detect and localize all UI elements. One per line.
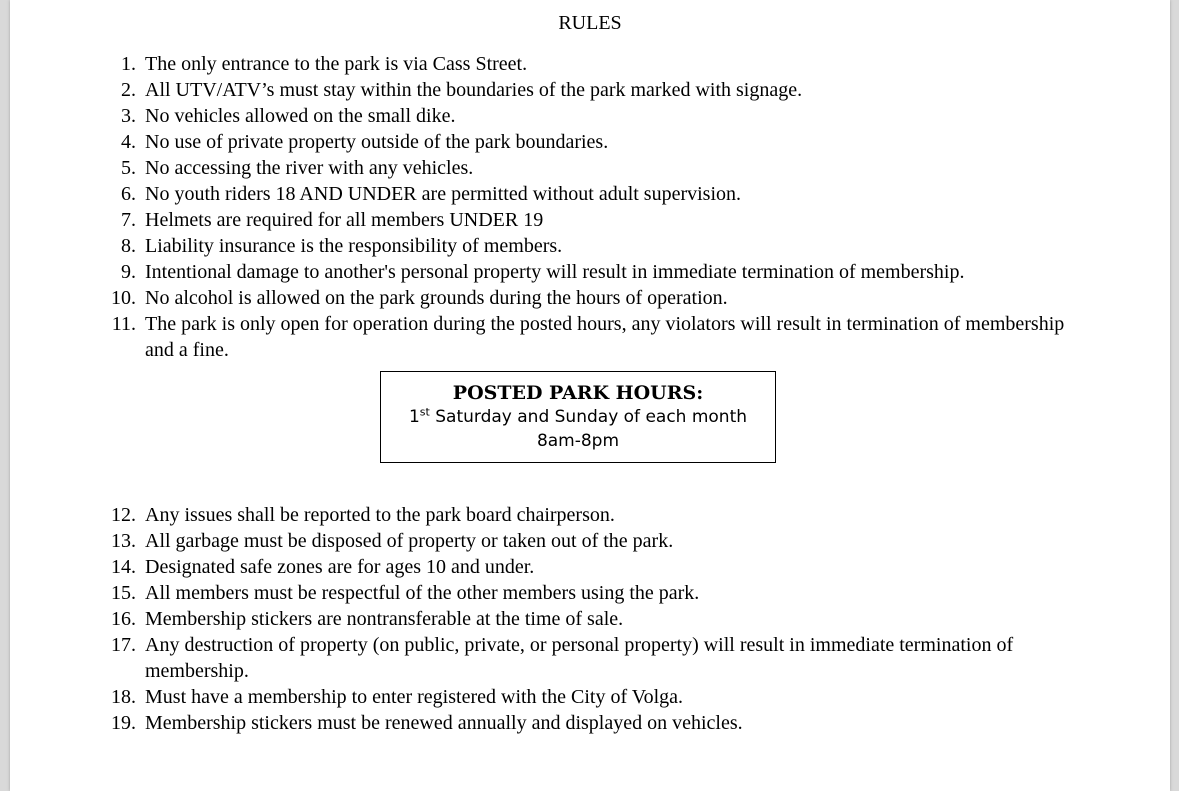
rule-item: [110, 554, 1070, 580]
day-number: 1: [408, 407, 420, 427]
rule-item: [110, 207, 1070, 233]
rule-number: 1.: [121, 53, 136, 75]
rule-item: [110, 606, 1070, 632]
rule-text: The only entrance to the park is via Cass Street.: [145, 53, 528, 75]
rule-number: 19.: [111, 712, 136, 734]
rule-item: [110, 259, 1070, 285]
rule-number: 9.: [121, 261, 136, 283]
rule-number: 8.: [121, 235, 136, 257]
rule-number: 4.: [121, 131, 136, 153]
rule-item: [110, 502, 1070, 528]
rule-item: [110, 103, 1070, 129]
rule-number: 11.: [111, 313, 136, 335]
rule-item: [110, 181, 1070, 207]
rule-item: [110, 632, 1070, 684]
rule-item: [110, 285, 1070, 311]
rule-number: 3.: [121, 105, 136, 127]
rule-item: [110, 51, 1070, 77]
rule-number: 2.: [121, 79, 136, 101]
rule-item: [110, 155, 1070, 181]
rule-number: 10.: [111, 287, 136, 309]
rule-text: Designated safe zones are for ages 10 and under.: [145, 556, 535, 578]
rule-item: [110, 129, 1070, 155]
day-text: Saturday and Sunday of each month: [429, 407, 748, 427]
rule-number: 7.: [121, 209, 136, 231]
rule-number: 5.: [121, 157, 136, 179]
document-page: [10, 0, 1170, 791]
rule-text: No vehicles allowed on the small dike.: [145, 105, 456, 127]
rule-text: No alcohol is allowed on the park grounds during the hours of operation.: [145, 287, 728, 309]
rule-number: 6.: [121, 183, 136, 205]
rule-number: 18.: [111, 686, 136, 708]
day-suffix: st: [419, 405, 430, 419]
rule-text: No youth riders 18 AND UNDER are permitted without adult supervision.: [145, 183, 742, 205]
rule-text: Any destruction of property (on public, private, or personal property) will result in immediate termination of membership.: [145, 634, 1014, 682]
rule-number: 16.: [111, 608, 136, 630]
rule-text: Must have a membership to enter registered with the City of Volga.: [145, 686, 684, 708]
rule-number: 14.: [111, 556, 136, 578]
rule-text: Membership stickers must be renewed annually and displayed on vehicles.: [145, 712, 743, 734]
rule-text: All garbage must be disposed of property or taken out of the park.: [145, 530, 674, 552]
rule-number: 12.: [111, 504, 136, 526]
rule-item: [110, 311, 1070, 363]
rule-text: Liability insurance is the responsibility of members.: [145, 235, 563, 257]
rule-number: 17.: [111, 634, 136, 656]
rule-text: Helmets are required for all members UNDER 19: [145, 209, 544, 231]
rule-text: All UTV/ATV’s must stay within the boundaries of the park marked with signage.: [145, 79, 803, 101]
hours-days: [381, 405, 775, 429]
page-title: RULES: [558, 12, 622, 34]
rule-item: [110, 528, 1070, 554]
rule-text: All members must be respectful of the other members using the park.: [145, 582, 700, 604]
rule-item: [110, 77, 1070, 103]
rule-text: Any issues shall be reported to the park board chairperson.: [145, 504, 615, 526]
rule-text: No use of private property outside of the park boundaries.: [145, 131, 609, 153]
rules-list-part-1: [110, 51, 1070, 363]
rule-item: [110, 710, 1070, 736]
rule-item: [110, 684, 1070, 710]
rule-item: [110, 233, 1070, 259]
rule-text: No accessing the river with any vehicles.: [145, 157, 474, 179]
hours-time: 8am-8pm: [536, 431, 620, 451]
rule-number: 15.: [111, 582, 136, 604]
rule-item: [110, 580, 1070, 606]
rule-text: Membership stickers are nontransferable at the time of sale.: [145, 608, 624, 630]
rule-text: The park is only open for operation during the posted hours, any violators will result in termination of membership and a fine.: [145, 313, 1065, 361]
rule-number: 13.: [111, 530, 136, 552]
hours-title: POSTED PARK HOURS:: [452, 382, 704, 404]
rules-list-part-2: [110, 502, 1070, 736]
posted-park-hours-box: [380, 371, 776, 463]
rule-text: Intentional damage to another's personal property will result in immediate termination of membership.: [145, 261, 965, 283]
